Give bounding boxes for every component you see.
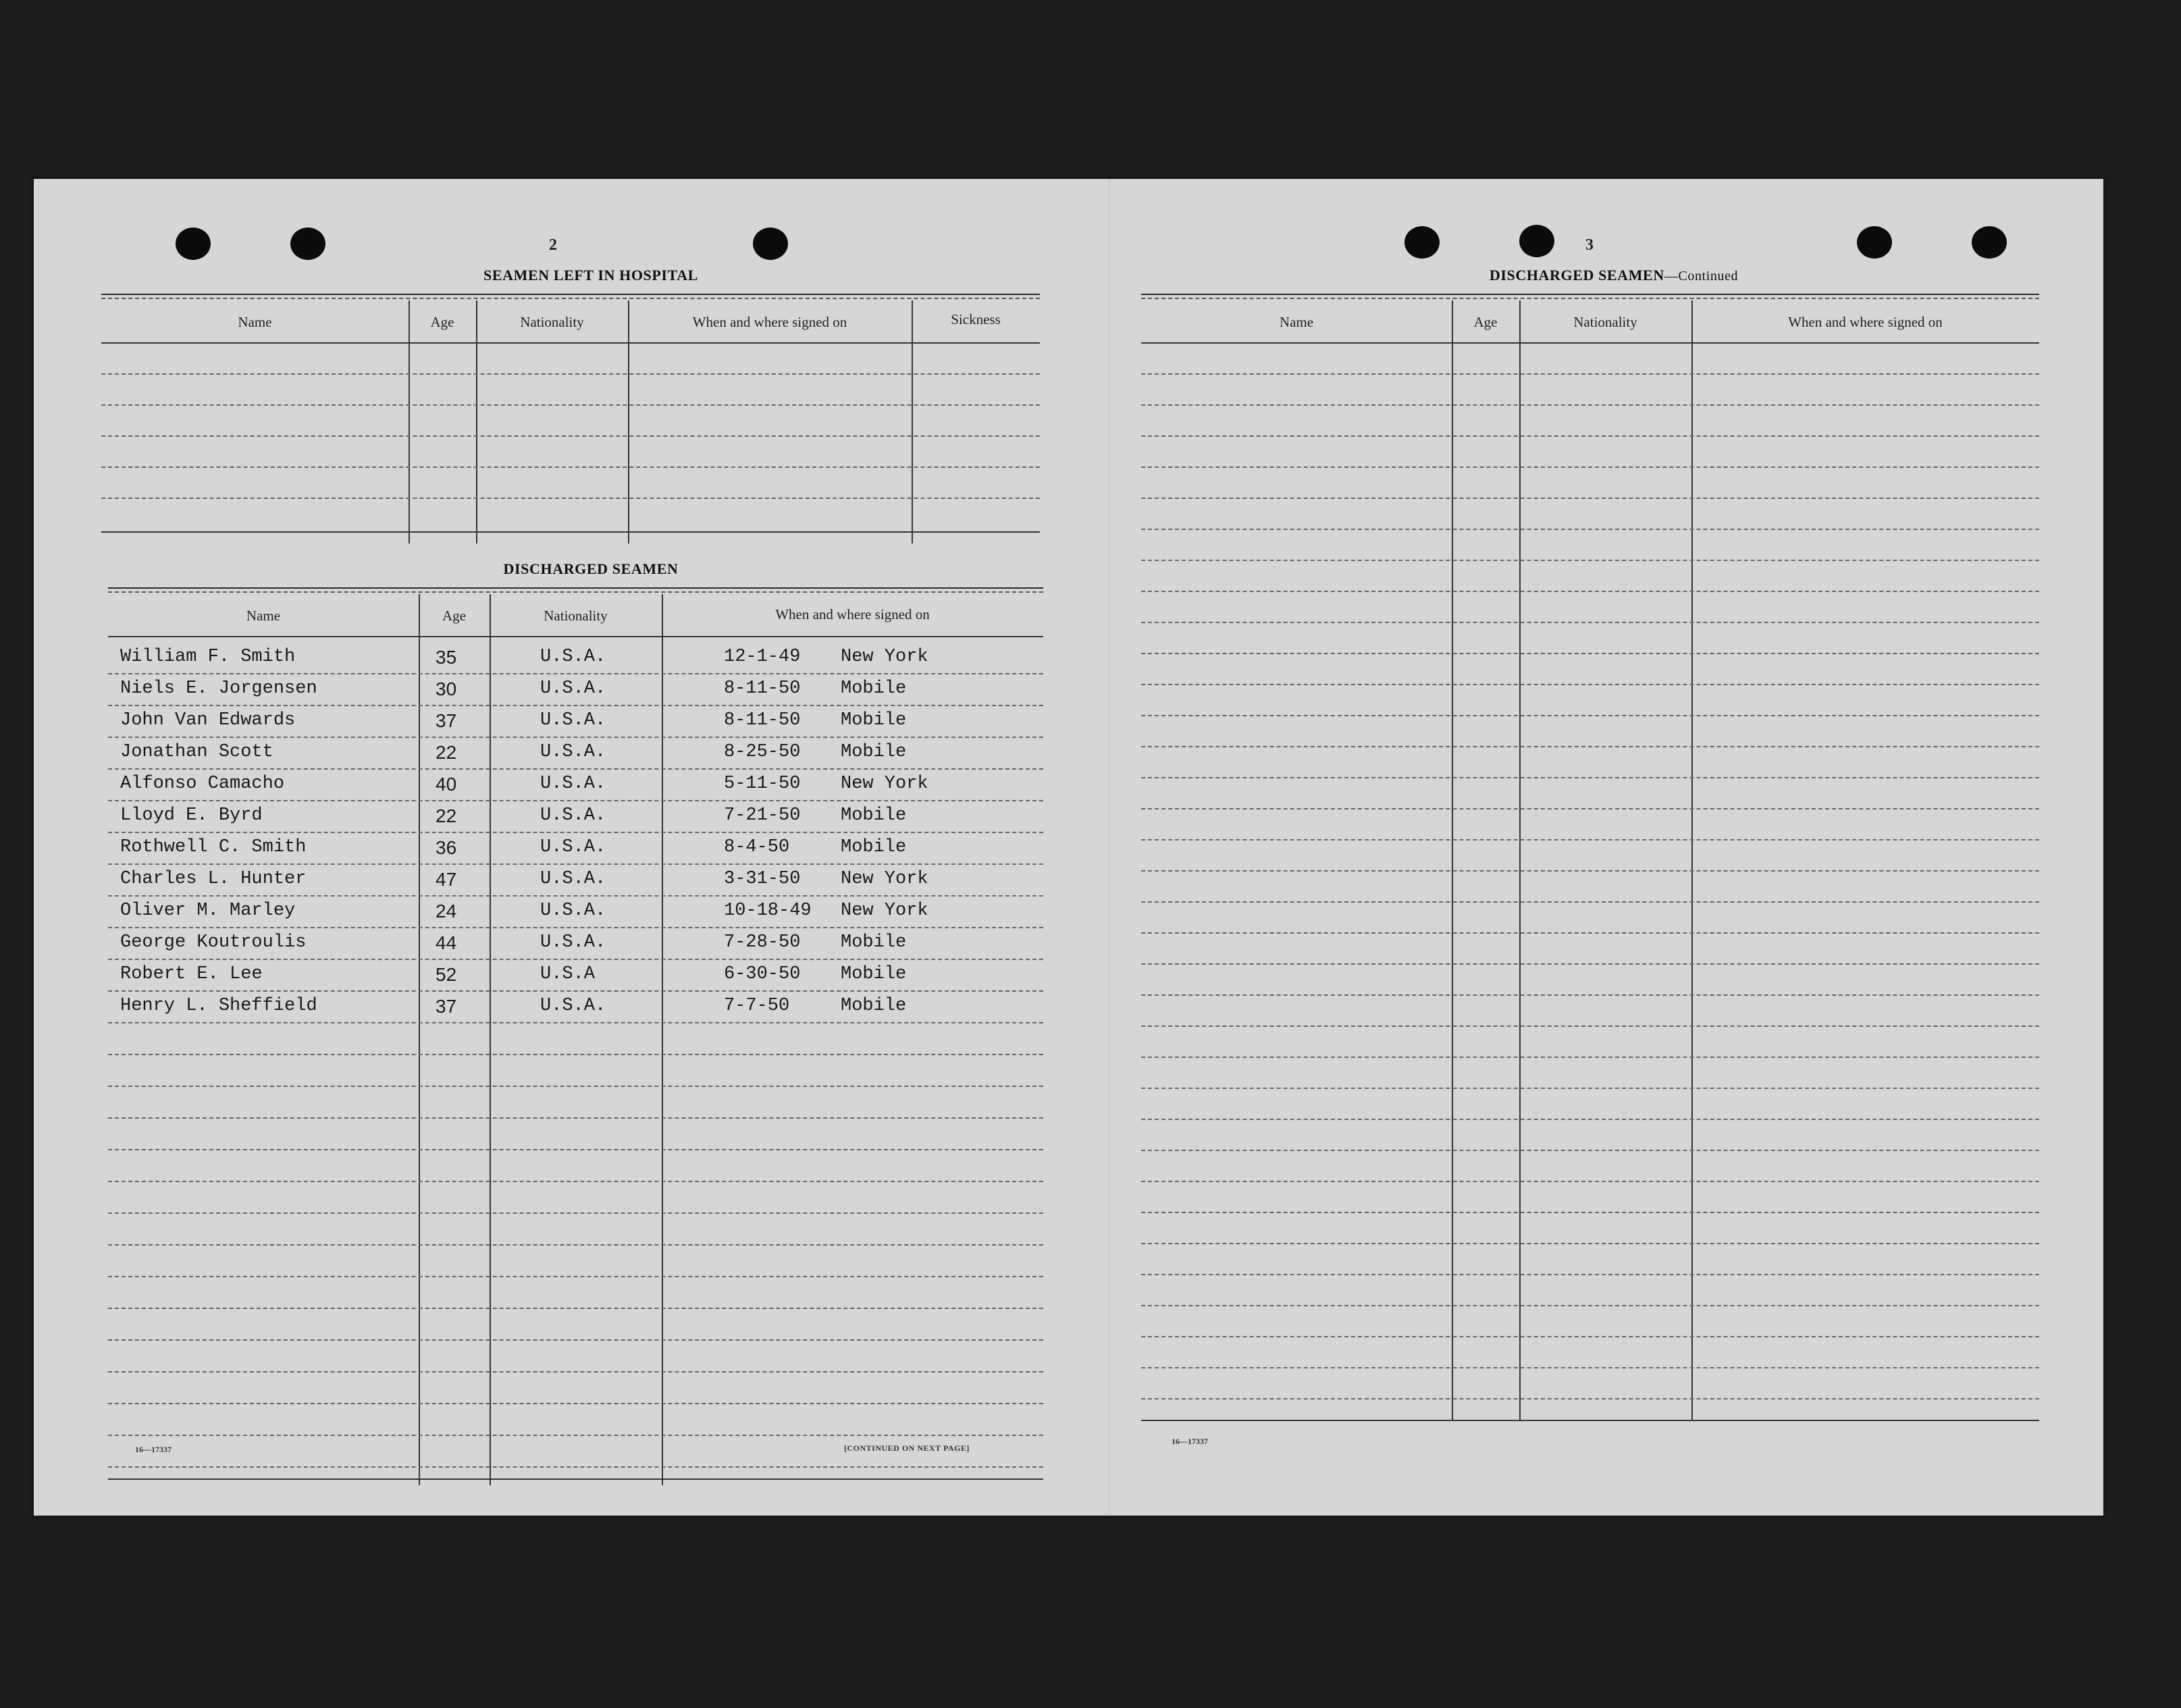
seaman-name: Robert E. Lee — [120, 964, 263, 984]
seaman-age: 52 — [436, 964, 457, 985]
hospital-section-title: SEAMEN LEFT IN HOSPITAL — [483, 267, 698, 284]
table-row — [108, 927, 1043, 958]
seaman-age: 36 — [436, 837, 457, 858]
document-sheet — [34, 179, 2103, 1516]
signed-on-place: Mobile — [841, 710, 907, 730]
signed-on-place: Mobile — [841, 996, 907, 1016]
table-row — [108, 737, 1043, 768]
table-row — [108, 959, 1043, 990]
signed-on-place: Mobile — [841, 964, 907, 984]
signed-on-place: New York — [841, 774, 928, 794]
signed-on-date: 12-1-49 — [724, 647, 801, 667]
seaman-name: William F. Smith — [120, 647, 296, 667]
signed-on-date: 7-28-50 — [724, 932, 801, 953]
col-signed-on-header: When and where signed on — [775, 606, 930, 622]
seaman-nationality: U.S.A. — [540, 837, 606, 857]
center-fold — [1109, 179, 1110, 1516]
seaman-name: Rothwell C. Smith — [120, 837, 307, 857]
col-nationality-header: Nationality — [1573, 314, 1637, 330]
col-age-header: Age — [430, 314, 454, 330]
seaman-age: 40 — [436, 774, 457, 795]
seaman-name: Henry L. Sheffield — [120, 996, 317, 1016]
seaman-name: Jonathan Scott — [120, 742, 273, 762]
binder-hole — [1972, 226, 2007, 259]
table-row — [108, 641, 1043, 672]
signed-on-date: 8-11-50 — [724, 678, 801, 699]
seaman-age: 47 — [436, 869, 457, 890]
title-main: DISCHARGED SEAMEN — [1489, 267, 1664, 284]
seaman-name: Charles L. Hunter — [120, 869, 307, 889]
table-row — [108, 895, 1043, 926]
signed-on-date: 7-21-50 — [724, 805, 801, 826]
seaman-nationality: U.S.A. — [540, 678, 606, 699]
signed-on-place: Mobile — [841, 742, 907, 762]
hospital-table — [101, 294, 1040, 537]
binder-hole — [1857, 226, 1892, 259]
table-row — [108, 990, 1043, 1021]
seaman-name: Alfonso Camacho — [120, 774, 285, 794]
title-suffix: —Continued — [1664, 269, 1739, 284]
seaman-nationality: U.S.A. — [540, 932, 606, 953]
signed-on-date: 8-11-50 — [724, 710, 801, 730]
signed-on-date: 3-31-50 — [724, 869, 801, 889]
seaman-name: John Van Edwards — [120, 710, 296, 730]
form-code-right: 16—17337 — [1172, 1437, 1208, 1446]
seaman-age: 44 — [436, 932, 457, 953]
signed-on-place: Mobile — [841, 678, 907, 699]
signed-on-place: New York — [841, 869, 928, 889]
discharged-continued-table — [1141, 294, 2039, 1428]
col-signed-on-header: When and where signed on — [692, 314, 847, 330]
col-nationality-header: Nationality — [544, 608, 608, 624]
seaman-name: George Koutroulis — [120, 932, 307, 953]
continued-note: [CONTINUED ON NEXT PAGE] — [844, 1443, 970, 1453]
seaman-nationality: U.S.A. — [540, 774, 606, 794]
seaman-nationality: U.S.A. — [540, 869, 606, 889]
signed-on-place: Mobile — [841, 837, 907, 857]
binder-hole — [753, 228, 788, 260]
seaman-nationality: U.S.A. — [540, 901, 606, 921]
seaman-nationality: U.S.A. — [540, 996, 606, 1016]
seaman-nationality: U.S.A — [540, 964, 596, 984]
seaman-age: 37 — [436, 710, 457, 731]
form-code-left: 16—17337 — [135, 1445, 172, 1454]
signed-on-date: 8-25-50 — [724, 742, 801, 762]
table-row — [108, 768, 1043, 799]
seaman-age: 22 — [436, 805, 457, 826]
signed-on-date: 8-4-50 — [724, 837, 790, 857]
seaman-nationality: U.S.A. — [540, 805, 606, 826]
table-row — [108, 832, 1043, 863]
signed-on-date: 7-7-50 — [724, 996, 790, 1016]
seaman-age: 22 — [436, 742, 457, 763]
seaman-nationality: U.S.A. — [540, 742, 606, 762]
seaman-name: Lloyd E. Byrd — [120, 805, 263, 826]
col-nationality-header: Nationality — [520, 314, 584, 330]
seaman-nationality: U.S.A. — [540, 647, 606, 667]
signed-on-place: Mobile — [841, 932, 907, 953]
col-name-header: Name — [1279, 314, 1314, 330]
seaman-nationality: U.S.A. — [540, 710, 606, 730]
discharged-continued-title — [1377, 267, 1850, 284]
signed-on-place: New York — [841, 901, 928, 921]
binder-hole — [176, 228, 211, 260]
col-age-header: Age — [1473, 314, 1498, 330]
table-row — [108, 863, 1043, 895]
col-name-header: Name — [238, 314, 272, 330]
signed-on-place: Mobile — [841, 805, 907, 826]
binder-hole — [290, 228, 325, 260]
page-number-left: 2 — [549, 236, 557, 254]
col-signed-on-header: When and where signed on — [1788, 314, 1943, 330]
seaman-age: 24 — [436, 901, 457, 922]
col-sickness-header: Sickness — [951, 311, 1001, 327]
seaman-age: 30 — [436, 678, 457, 699]
seaman-name: Oliver M. Marley — [120, 901, 296, 921]
seaman-age: 35 — [436, 647, 457, 668]
signed-on-place: New York — [841, 647, 928, 667]
col-age-header: Age — [442, 608, 466, 624]
signed-on-date: 10-18-49 — [724, 901, 812, 921]
signed-on-date: 6-30-50 — [724, 964, 801, 984]
page-number-right: 3 — [1585, 236, 1594, 254]
seaman-age: 37 — [436, 996, 457, 1017]
binder-hole — [1519, 225, 1554, 257]
col-name-header: Name — [246, 608, 281, 624]
discharged-table — [108, 587, 1043, 1485]
table-row — [108, 800, 1043, 831]
seaman-name: Niels E. Jorgensen — [120, 678, 317, 699]
discharged-section-title: DISCHARGED SEAMEN — [503, 560, 679, 577]
table-row — [108, 705, 1043, 736]
binder-hole — [1404, 226, 1440, 259]
signed-on-date: 5-11-50 — [724, 774, 801, 794]
table-row — [108, 673, 1043, 704]
